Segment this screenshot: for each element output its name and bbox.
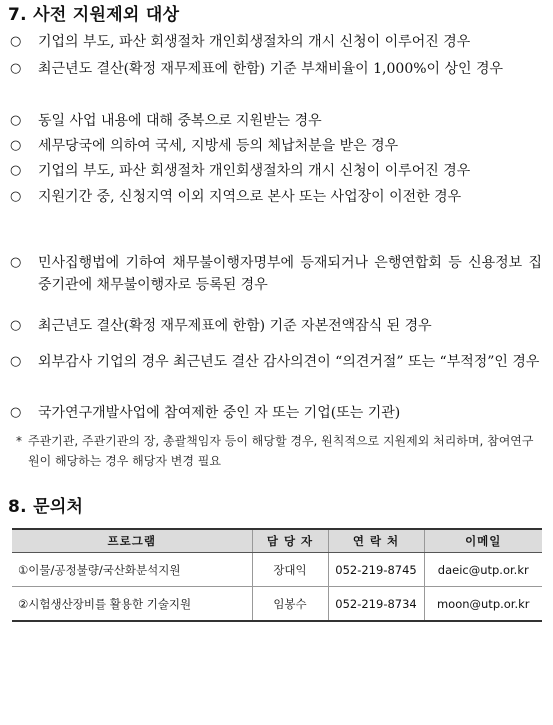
table-row <box>12 587 542 622</box>
bullet-circle: ○ <box>10 163 22 178</box>
exclusion-item-5 <box>10 160 542 182</box>
exclusion-item-text: 지원기간 중, 신청지역 이외 지역으로 본사 또는 사업장이 이전한 경우 <box>38 189 462 205</box>
bullet-circle: ○ <box>10 34 22 49</box>
exclusion-item-1 <box>10 31 542 53</box>
program-cell: ②시험생산장비를 활용한 기술지원 <box>12 587 252 622</box>
bullet-circle: ○ <box>10 113 22 128</box>
section-7-title: 7. 사전 지원제외 대상 <box>8 5 180 25</box>
exclusion-item-text: 최근년도 결산(확정 재무제표에 한함) 기준 부채비율이 1,000%이 상인 경우 <box>38 61 504 77</box>
table-row <box>12 553 542 587</box>
bullet-circle: ○ <box>10 255 22 270</box>
contact-table <box>12 528 542 622</box>
exclusion-item-2 <box>10 58 542 80</box>
exclusion-item-9 <box>10 351 542 373</box>
exclusion-item-3 <box>10 110 542 132</box>
email-cell: moon@utp.or.kr <box>424 587 542 622</box>
exclusion-item-8 <box>10 315 542 337</box>
exclusion-item-text: 기업의 부도, 파산 회생절차 개인회생절차의 개시 신청이 이루어진 경우 <box>38 163 471 179</box>
bullet-circle: ○ <box>10 61 22 76</box>
exclusion-note <box>16 431 544 471</box>
exclusion-item-text: 세무당국에 의하여 국세, 지방세 등의 체납처분을 받은 경우 <box>38 138 399 154</box>
exclusion-item-6 <box>10 186 542 208</box>
section-8-title: 8. 문의처 <box>8 497 84 517</box>
contact-table-header-row <box>12 529 542 553</box>
header-contact-person: 담 당 자 <box>252 529 328 553</box>
exclusion-item-7 <box>10 252 542 296</box>
header-phone: 연 락 처 <box>328 529 424 553</box>
header-program: 프로그램 <box>12 529 252 553</box>
bullet-circle: ○ <box>10 354 22 369</box>
email-cell: daeic@utp.or.kr <box>424 553 542 587</box>
exclusion-item-text: 동일 사업 내용에 대해 중복으로 지원받는 경우 <box>38 113 322 129</box>
exclusion-item-text: 최근년도 결산(확정 재무제표에 한함) 기준 자본전액잠식 된 경우 <box>38 318 432 334</box>
exclusion-item-text: 기업의 부도, 파산 회생절차 개인회생절차의 개시 신청이 이루어진 경우 <box>38 34 471 50</box>
exclusion-item-4 <box>10 135 542 157</box>
note-marker: * <box>16 434 22 448</box>
program-cell: ①이물/공정불량/국산화분석지원 <box>12 553 252 587</box>
exclusion-item-text: 국가연구개발사업에 참여제한 중인 자 또는 기업(또는 기관) <box>38 405 401 421</box>
bullet-circle: ○ <box>10 138 22 153</box>
phone-cell: 052-219-8745 <box>328 553 424 587</box>
header-email: 이메일 <box>424 529 542 553</box>
exclusion-item-10 <box>10 402 542 424</box>
bullet-circle: ○ <box>10 318 22 333</box>
bullet-circle: ○ <box>10 189 22 204</box>
exclusion-item-text: 민사집행법에 기하여 채무불이행자명부에 등재되거나 은행연합회 등 신용정보 집중기관에 채무불이행자로 등록된 경우 <box>38 255 542 293</box>
contact-person-cell: 장대익 <box>252 553 328 587</box>
exclusion-item-text: 외부감사 기업의 경우 최근년도 결산 감사의견이 “의견거절” 또는 “부적정”인 경우 <box>38 354 540 370</box>
note-text: 주관기관, 주관기관의 장, 총괄책임자 등이 해당할 경우, 원칙적으로 지원제외 처리하며, 참여연구원이 해당하는 경우 해당자 변경 필요 <box>28 434 534 468</box>
bullet-circle: ○ <box>10 405 22 420</box>
phone-cell: 052-219-8734 <box>328 587 424 622</box>
contact-person-cell: 임봉수 <box>252 587 328 622</box>
